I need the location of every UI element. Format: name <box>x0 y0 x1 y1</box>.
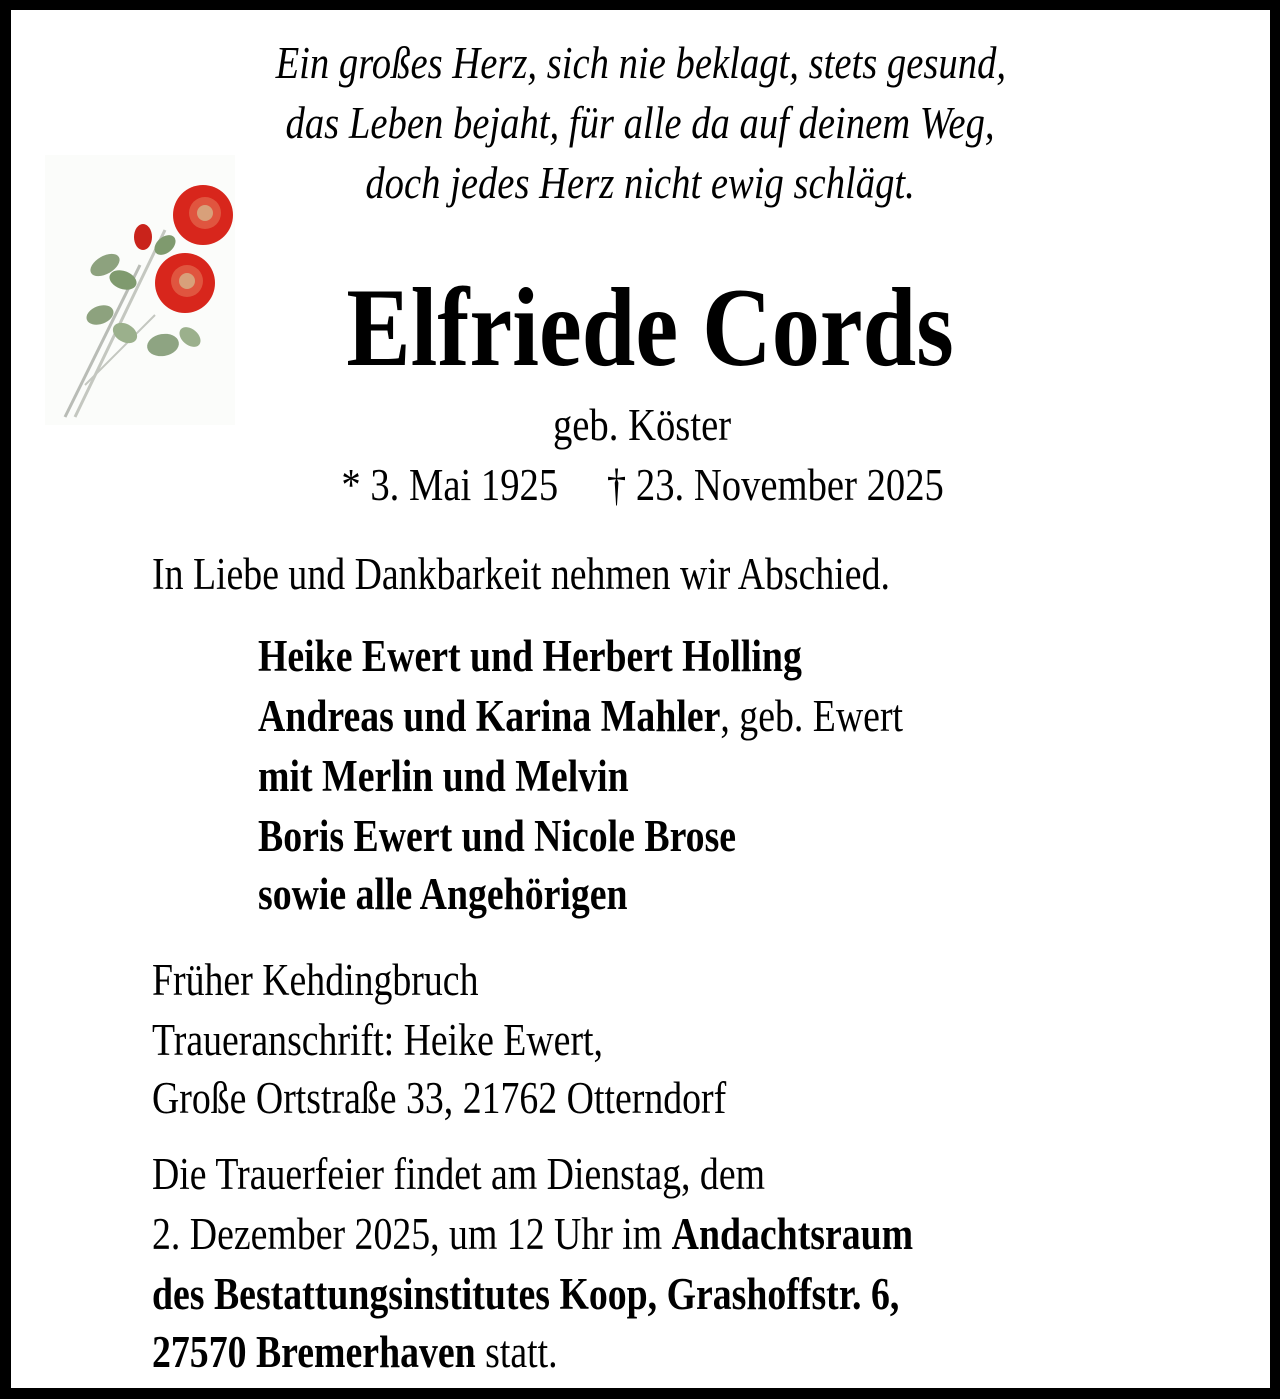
mourner-line: mit Merlin und Melvin <box>258 751 629 801</box>
mourner-line: Heike Ewert und Herbert Holling <box>258 631 802 681</box>
poem-line: das Leben bejaht, für alle da auf deinem Weg, <box>285 97 996 148</box>
mourner-line: sowie alle Angehörigen <box>258 869 628 919</box>
maiden-name: geb. Köster <box>553 399 732 450</box>
ceremony-line: des Bestattungsinstitutes Koop, Grashoffstr. 6, <box>152 1269 900 1319</box>
poem-line: doch jedes Herz nicht ewig schlägt. <box>365 157 916 208</box>
obituary-notice <box>11 10 1270 1388</box>
life-dates <box>13 459 1272 510</box>
address-line: Früher Kehdingbruch <box>152 955 479 1005</box>
farewell-text: In Liebe und Dankbarkeit nehmen wir Abschied. <box>152 549 890 599</box>
deceased-name: Elfriede Cords <box>346 266 955 390</box>
poem-line: Ein großes Herz, sich nie beklagt, stets gesund, <box>275 37 1006 88</box>
address-line: Große Ortstraße 33, 21762 Otterndorf <box>152 1073 727 1123</box>
birth-date: * 3. Mai 1925 <box>341 459 559 510</box>
mourner-line: Andreas und Karina Mahler, geb. Ewert <box>258 691 904 741</box>
ceremony-line: 2. Dezember 2025, um 12 Uhr im Andachtsraum <box>152 1209 914 1259</box>
ceremony-line: 27570 Bremerhaven statt. <box>152 1327 558 1377</box>
death-date: † 23. November 2025 <box>606 459 944 510</box>
address-line: Traueranschrift: Heike Ewert, <box>152 1015 604 1065</box>
ceremony-line: Die Trauerfeier findet am Dienstag, dem <box>152 1149 766 1199</box>
mourner-line: Boris Ewert und Nicole Brose <box>258 811 737 861</box>
